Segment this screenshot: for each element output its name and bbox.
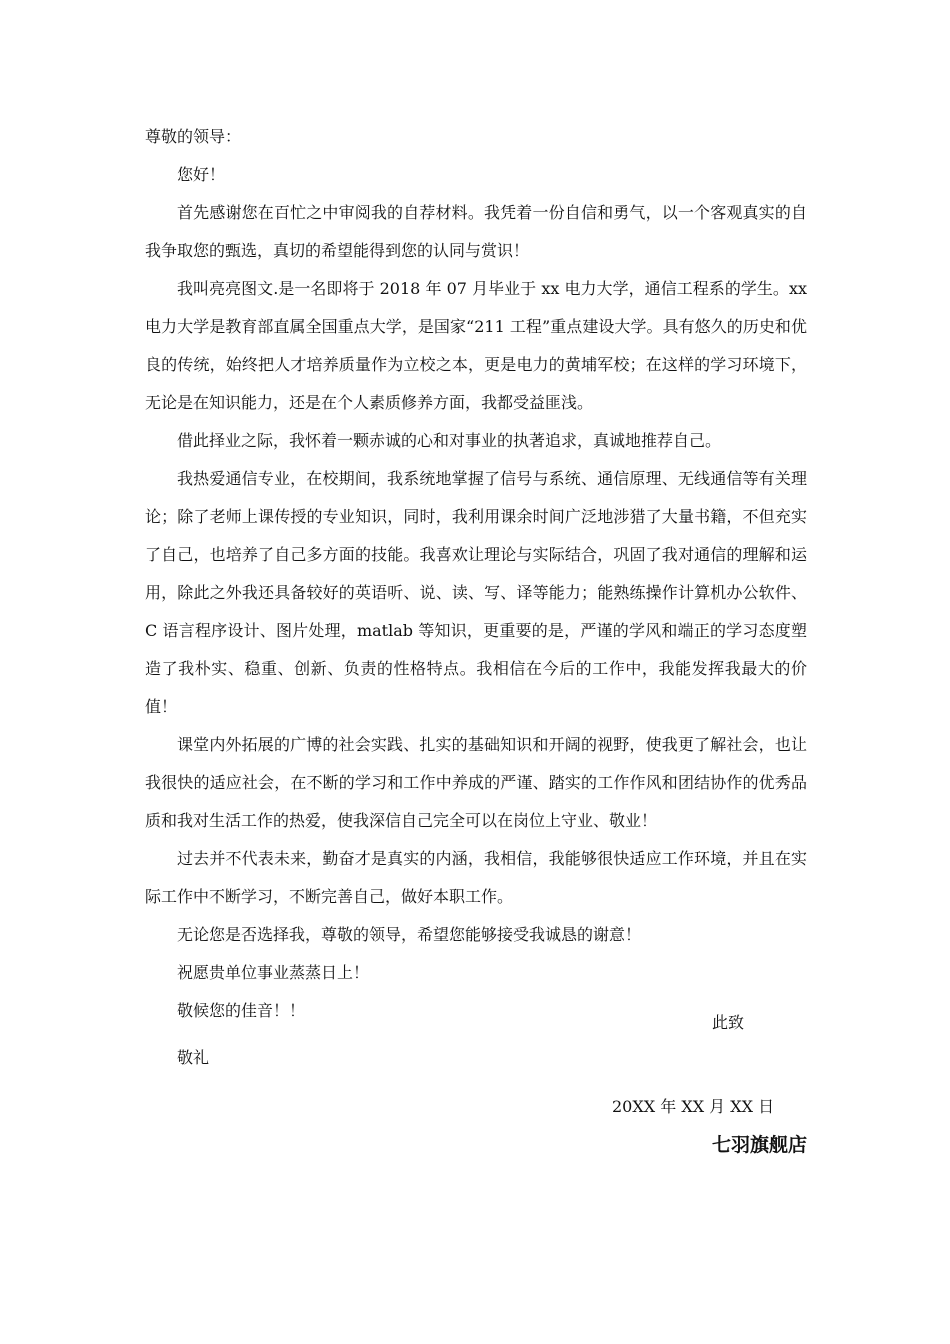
paragraph-skills: 我热爱通信专业，在校期间，我系统地掌握了信号与系统、通信原理、无线通信等有关理论；除了老师上课传授的专业知识，同时，我利用课余时间广泛地涉猎了大量书籍，不但充实了自己，也培养了自己多方面的技能。我喜欢让理论与实际结合，巩固了我对通信的理解和运用，除此之外我还具备较好的英语听、说、读、写、译等能力；能熟练操作计算机办公软件、C 语言程序设计、图片处理，matlab 等知识，更重要的是，严谨的学风和端正的学习态度塑造了我朴实、稳重、创新、负责的性格特点。我相信在今后的工作中，我能发挥我最大的价值！ bbox=[145, 469, 807, 716]
paragraph-intro: 首先感谢您在百忙之中审阅我的自荐材料。我凭着一份自信和勇气，以一个客观真实的自我争取您的甄选，真切的希望能得到您的认同与赏识！ bbox=[145, 203, 807, 260]
paragraph-wishes: 祝愿贵单位事业蒸蒸日上！ bbox=[177, 963, 370, 982]
greeting-line: 您好！ bbox=[177, 165, 226, 184]
paragraph-background: 我叫亮亮图文.是一名即将于 2018 年 07 月毕业于 xx 电力大学，通信工程系的学生。xx 电力大学是教育部直属全国重点大学，是国家“211 工程”重点建设大学。具有悠久的历史和优良的传统，始终把人才培养质量作为立校之本，更是电力的黄埔军校；在这样的学习环境下，无论是在知识能力，还是在个人素质修养方面，我都受益匪浅。 bbox=[145, 279, 807, 412]
paragraph-await: 敬候您的佳音！！ bbox=[177, 1001, 306, 1020]
shop-name: 七羽旗舰店 bbox=[711, 1134, 807, 1156]
paragraph-thanks: 无论您是否选择我，尊敬的领导，希望您能够接受我诚恳的谢意！ bbox=[177, 925, 642, 944]
paragraph-future: 过去并不代表未来，勤奋才是真实的内涵，我相信，我能够很快适应工作环境，并且在实际工作中不断学习，不断完善自己，做好本职工作。 bbox=[145, 849, 807, 906]
closing-salute: 敬礼 bbox=[177, 1048, 210, 1067]
letter-date: 20XX 年 XX 月 XX 日 bbox=[612, 1097, 775, 1116]
paragraph-recommend: 借此择业之际，我怀着一颗赤诚的心和对事业的执著追求，真诚地推荐自己。 bbox=[177, 431, 722, 450]
letter-body bbox=[145, 118, 807, 1030]
closing-to: 此致 bbox=[712, 1013, 745, 1032]
paragraph-practice: 课堂内外拓展的广博的社会实践、扎实的基础知识和开阔的视野，使我更了解社会，也让我很快的适应社会，在不断的学习和工作中养成的严谨、踏实的工作作风和团结协作的优秀品质和我对生活工作的热爱，使我深信自己完全可以在岗位上守业、敬业！ bbox=[145, 735, 807, 830]
salutation: 尊敬的领导： bbox=[145, 127, 242, 146]
